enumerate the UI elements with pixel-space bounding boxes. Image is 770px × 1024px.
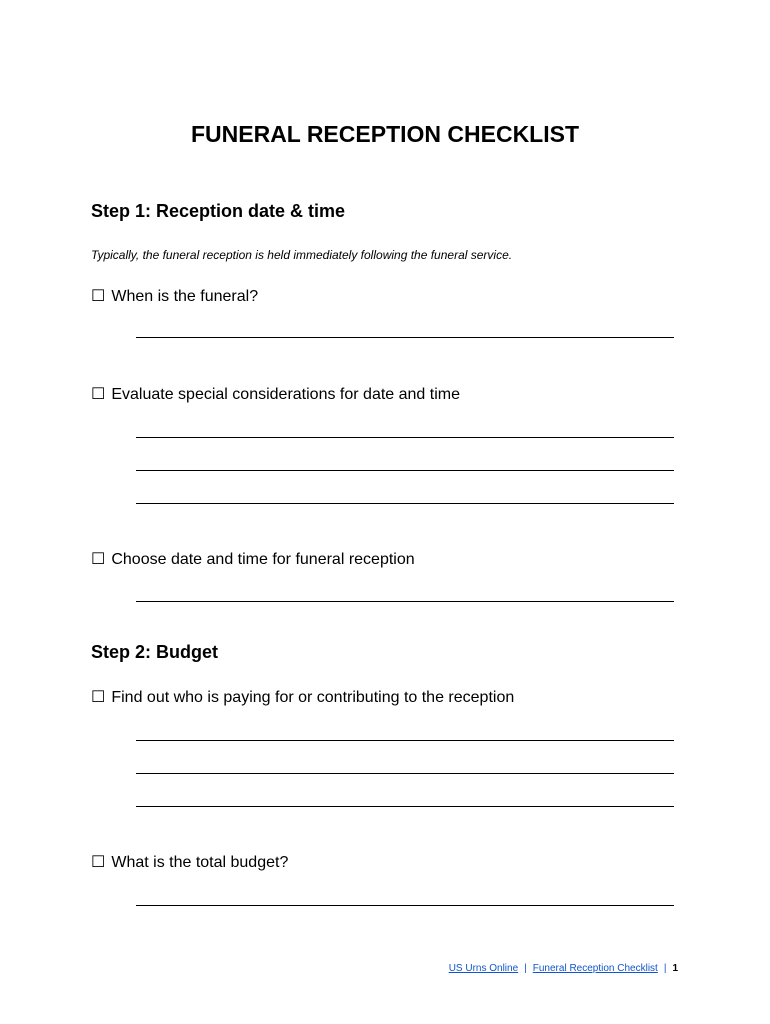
answer-line[interactable] [136, 773, 674, 774]
step1-heading: Step 1: Reception date & time [91, 201, 346, 221]
answer-line[interactable] [136, 905, 674, 906]
footer-separator: | [524, 963, 527, 974]
checkbox-icon[interactable]: ☐ [91, 386, 106, 403]
checklist-item[interactable] [91, 286, 258, 308]
step1-note: Typically, the funeral reception is held immediately following the funeral service. [91, 248, 513, 262]
page-footer [449, 962, 678, 976]
checklist-item-label: Choose date and time for funeral reception [111, 551, 415, 568]
checklist-item-label: What is the total budget? [111, 854, 289, 871]
page-number: 1 [672, 963, 678, 974]
answer-line[interactable] [136, 437, 674, 438]
checklist-item[interactable] [91, 384, 460, 406]
step2-heading: Step 2: Budget [91, 642, 219, 662]
checklist-item-label: Evaluate special considerations for date and time [111, 386, 460, 403]
answer-line[interactable] [136, 337, 674, 338]
checkbox-icon[interactable]: ☐ [91, 288, 106, 305]
checkbox-icon[interactable]: ☐ [91, 854, 106, 871]
document-link[interactable]: Funeral Reception Checklist [532, 963, 658, 974]
checklist-item-label: When is the funeral? [111, 288, 259, 305]
checklist-item[interactable] [91, 852, 288, 874]
checklist-item[interactable] [91, 687, 514, 709]
site-link[interactable]: US Urns Online [448, 963, 519, 974]
answer-line[interactable] [136, 503, 674, 504]
document-title: FUNERAL RECEPTION CHECKLIST [190, 121, 580, 147]
checkbox-icon[interactable]: ☐ [91, 551, 106, 568]
answer-line[interactable] [136, 806, 674, 807]
checkbox-icon[interactable]: ☐ [91, 689, 106, 706]
footer-separator: | [663, 963, 667, 974]
answer-line[interactable] [136, 601, 674, 602]
answer-line[interactable] [136, 470, 674, 471]
checklist-item[interactable] [91, 549, 415, 571]
answer-line[interactable] [136, 740, 674, 741]
checklist-item-label: Find out who is paying for or contributing to the reception [111, 689, 515, 706]
